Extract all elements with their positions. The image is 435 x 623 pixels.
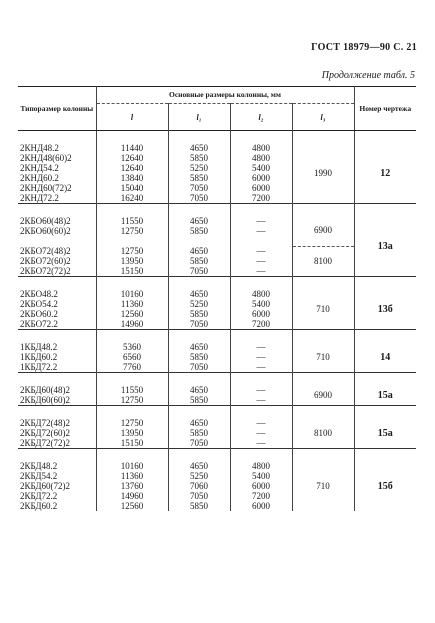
cell-type: 2КБД60(60)2	[20, 394, 70, 405]
cell-type: 2КБО48.2	[20, 288, 58, 299]
cell-l3: 710	[292, 289, 354, 330]
table-row	[18, 342, 416, 352]
group-separator	[18, 277, 416, 290]
cell-l: 14960	[96, 319, 168, 330]
group-separator	[18, 449, 416, 462]
cell-drawing-number: 12	[354, 143, 416, 204]
cell-l2: —	[230, 362, 292, 373]
cell-l1	[168, 236, 230, 246]
cell-l1: 4650	[168, 143, 230, 153]
cell-l1: 7060	[168, 481, 230, 491]
cell-l: 12640	[96, 163, 168, 173]
cell-l2: —	[230, 256, 292, 266]
cell-type: 2КНД48.2	[20, 142, 59, 153]
cell-l: 11360	[96, 471, 168, 481]
cell-type: 2КБО60.2	[20, 308, 58, 319]
cell-l1: 5850	[168, 395, 230, 406]
group-separator	[18, 406, 416, 419]
cell-l1: 5250	[168, 471, 230, 481]
table-row	[18, 461, 416, 471]
cell-l2: 4800	[230, 153, 292, 163]
cell-l3: 710	[292, 342, 354, 373]
cell-type: 2КБО72(60)2	[20, 255, 71, 266]
table-row	[18, 143, 416, 153]
cell-type: 2КНД72.2	[20, 192, 59, 203]
cell-l1: 5850	[168, 226, 230, 236]
cell-drawing-number: 15а	[354, 418, 416, 449]
cell-l: 13950	[96, 256, 168, 266]
cell-l: 11360	[96, 299, 168, 309]
group-separator	[18, 373, 416, 386]
cell-l1: 5850	[168, 153, 230, 163]
cell-l: 13760	[96, 481, 168, 491]
cell-l2: —	[230, 352, 292, 362]
cell-l2: 4800	[230, 143, 292, 153]
cell-type: 2КНД60(72)2	[20, 182, 72, 193]
cell-type: 2КНД48(60)2	[20, 152, 72, 163]
cell-l2: —	[230, 226, 292, 236]
cell-l: 12750	[96, 246, 168, 256]
cell-l1: 7050	[168, 266, 230, 277]
cell-drawing-number: 15а	[354, 385, 416, 406]
cell-l2: 7200	[230, 319, 292, 330]
cell-l2: —	[230, 395, 292, 406]
cell-l2: 5400	[230, 163, 292, 173]
table-row	[18, 385, 416, 395]
cell-l1: 7050	[168, 183, 230, 193]
cell-l: 15040	[96, 183, 168, 193]
cell-l3: 8100	[292, 418, 354, 449]
table-body	[18, 131, 416, 512]
cell-l1: 5850	[168, 501, 230, 511]
cell-l2: 7200	[230, 193, 292, 204]
cell-l1: 5250	[168, 299, 230, 309]
column-header-drawing: Номер чертежа	[354, 87, 416, 131]
cell-type: 1КБД48.2	[20, 341, 58, 352]
cell-l2: 6000	[230, 173, 292, 183]
cell-l2: —	[230, 266, 292, 277]
cell-type: 2КБО72.2	[20, 318, 58, 329]
cell-l1: 7050	[168, 362, 230, 373]
cell-drawing-number: 14	[354, 342, 416, 373]
cell-type: 2КБД72.2	[20, 490, 58, 501]
cell-l1: 4650	[168, 418, 230, 428]
cell-l: 14960	[96, 491, 168, 501]
cell-type: 2КБД48.2	[20, 460, 58, 471]
cell-type: 2КБД72(48)2	[20, 417, 70, 428]
table-row	[18, 418, 416, 428]
cell-l1: 4650	[168, 461, 230, 471]
column-header-type: Типоразмер колонны	[18, 87, 96, 131]
cell-type: 2КБД72(72)2	[20, 437, 70, 448]
column-header-l1: l₁	[168, 104, 230, 131]
cell-l2: —	[230, 438, 292, 449]
cell-l1: 5850	[168, 352, 230, 362]
cell-l1: 4650	[168, 289, 230, 299]
group-separator	[18, 204, 416, 217]
cell-type: 2КБО72(72)2	[20, 265, 71, 276]
cell-l2: 6000	[230, 501, 292, 511]
cell-type: 2КБД54.2	[20, 470, 58, 481]
cell-type: 2КБО72(48)2	[20, 245, 71, 256]
cell-l: 13840	[96, 173, 168, 183]
cell-type: 2КБО60(48)2	[20, 215, 71, 226]
cell-type: 2КБО54.2	[20, 298, 58, 309]
table-continuation-caption: Продолжение табл. 5	[321, 70, 415, 81]
cell-l1: 7050	[168, 491, 230, 501]
cell-type: 2КБО60(60)2	[20, 225, 71, 236]
cell-l1: 4650	[168, 216, 230, 226]
cell-l: 12750	[96, 395, 168, 406]
dimensions-table	[18, 86, 416, 511]
cell-l: 11550	[96, 385, 168, 395]
cell-l2: 6000	[230, 309, 292, 319]
cell-l: 12750	[96, 226, 168, 236]
cell-l: 12750	[96, 418, 168, 428]
cell-l1: 7050	[168, 319, 230, 330]
cell-drawing-number: 13б	[354, 289, 416, 330]
cell-l: 7760	[96, 362, 168, 373]
cell-l: 11550	[96, 216, 168, 226]
column-header-l2: l₂	[230, 104, 292, 131]
cell-type: 1КБД60.2	[20, 351, 58, 362]
group-separator	[18, 131, 416, 144]
cell-l3: 6900	[292, 385, 354, 406]
cell-type: 2КБД60(48)2	[20, 384, 70, 395]
cell-l2	[230, 236, 292, 246]
cell-l: 12560	[96, 309, 168, 319]
cell-drawing-number: 13а	[354, 216, 416, 277]
cell-l1: 5850	[168, 173, 230, 183]
cell-l2: 6000	[230, 183, 292, 193]
cell-l1: 5850	[168, 428, 230, 438]
cell-l1: 7050	[168, 438, 230, 449]
cell-l1: 5850	[168, 309, 230, 319]
cell-type: 1КБД72.2	[20, 361, 58, 372]
cell-l1: 4650	[168, 385, 230, 395]
table-row	[18, 289, 416, 299]
cell-l1: 7050	[168, 193, 230, 204]
cell-l2: —	[230, 216, 292, 226]
column-header-sizes: Основные размеры колонны, мм	[96, 87, 354, 104]
group-separator	[18, 330, 416, 343]
column-header-l3: l₃	[292, 104, 354, 131]
page-header: ГОСТ 18979—90 С. 21	[311, 42, 417, 53]
cell-l: 15150	[96, 266, 168, 277]
cell-type: 2КБД72(60)2	[20, 427, 70, 438]
cell-l2: 7200	[230, 491, 292, 501]
cell-type: 2КБД60.2	[20, 500, 58, 511]
cell-l3: 8100	[292, 246, 354, 277]
cell-type: 2КНД60.2	[20, 172, 59, 183]
cell-l1: 5250	[168, 163, 230, 173]
cell-l2: 6000	[230, 481, 292, 491]
cell-l2: —	[230, 428, 292, 438]
table-row	[18, 216, 416, 226]
cell-l: 10160	[96, 289, 168, 299]
cell-l: 12560	[96, 501, 168, 511]
column-header-l: l	[96, 104, 168, 131]
cell-l2: —	[230, 342, 292, 352]
cell-l	[96, 236, 168, 246]
cell-l1: 5850	[168, 256, 230, 266]
cell-l2: —	[230, 246, 292, 256]
cell-l3: 710	[292, 461, 354, 511]
cell-l: 6560	[96, 352, 168, 362]
cell-l: 5360	[96, 342, 168, 352]
cell-type: 2КБД60(72)2	[20, 480, 70, 491]
cell-l1: 4650	[168, 342, 230, 352]
cell-l2: 4800	[230, 461, 292, 471]
cell-l2: 5400	[230, 471, 292, 481]
cell-l2: —	[230, 385, 292, 395]
cell-l3: 6900	[292, 216, 354, 246]
cell-l2: 5400	[230, 299, 292, 309]
cell-l2: 4800	[230, 289, 292, 299]
cell-l: 16240	[96, 193, 168, 204]
cell-drawing-number: 15б	[354, 461, 416, 511]
cell-l: 12640	[96, 153, 168, 163]
cell-l2: —	[230, 418, 292, 428]
cell-l: 13950	[96, 428, 168, 438]
cell-l: 10160	[96, 461, 168, 471]
cell-l: 11440	[96, 143, 168, 153]
cell-l3: 1990	[292, 143, 354, 204]
cell-type: 2КНД54.2	[20, 162, 59, 173]
cell-type	[18, 236, 96, 246]
cell-l: 15150	[96, 438, 168, 449]
cell-l1: 4650	[168, 246, 230, 256]
